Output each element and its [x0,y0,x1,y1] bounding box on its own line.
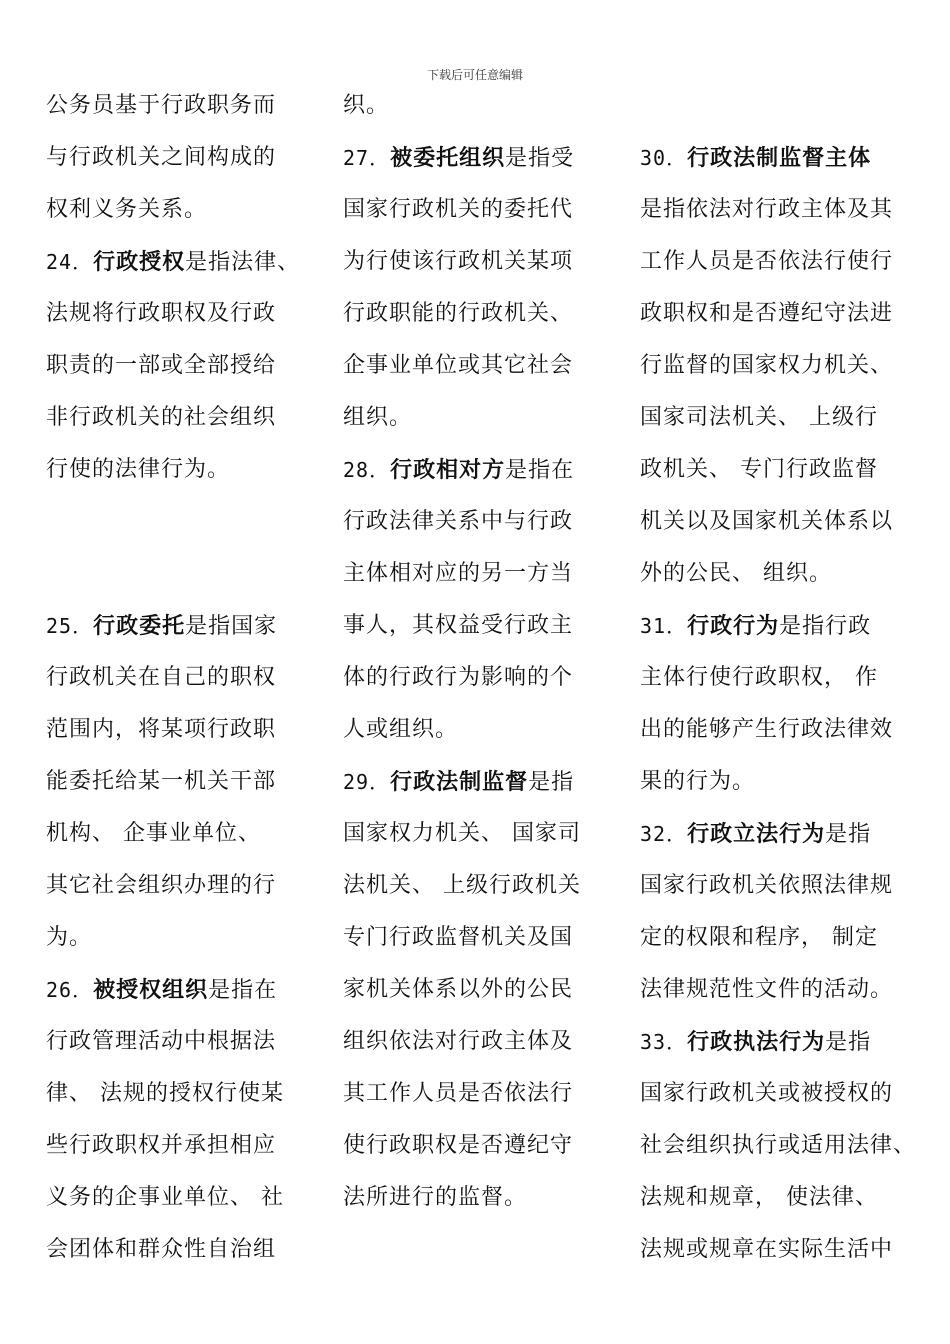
text-line [46,1068,318,1120]
item-number: 25． [46,614,94,638]
text-line [46,132,318,184]
text-segment: 非行政机关的社会组织 [46,405,277,430]
defined-term: 行政委托 [93,613,186,639]
text-line [640,236,912,288]
text-segment: 外的公民、 组织。 [640,561,832,586]
defined-term: 行政相对方 [390,457,506,483]
text-segment: 事人，其权益受行政主 [343,613,574,638]
item-number: 33． [640,1030,688,1054]
text-segment: 与行政机关之间构成的 [46,145,277,170]
text-line [640,444,912,496]
text-segment: 行监督的国家权力机关、 [640,353,894,378]
text-segment: 国家行政机关的委托代 [343,197,574,222]
text-line [640,756,912,808]
text-segment: 工作人员是否依法行使行 [640,249,894,274]
defined-term: 行政法制监督主体 [687,145,872,171]
page-header-note: 下载后可任意编辑 [426,68,523,82]
text-segment: 是指 [825,1030,872,1055]
text-line [640,548,912,600]
text-line [640,392,912,444]
item-number: 32． [640,822,688,846]
text-line [343,132,615,184]
item-number: 24． [46,250,94,274]
text-segment: 专门行政监督机关及国 [343,925,574,950]
text-segment: 是指在 [208,978,278,1003]
defined-term: 行政立法行为 [687,821,826,847]
text-line [343,340,615,392]
text-line [46,444,318,496]
text-line [640,912,912,964]
text-line [46,704,318,756]
text-line [343,964,615,1016]
text-segment: 权利义务关系。 [46,197,208,222]
text-segment: 使行政职权是否遵纪守 [343,1133,574,1158]
text-line [46,860,318,912]
text-line [46,1172,318,1224]
item-number: 26． [46,978,94,1002]
text-line [640,132,912,184]
text-segment: 职责的一部或全部授给 [46,353,277,378]
text-segment: 出的能够产生行政法律效 [640,717,894,742]
text-segment: 为。 [46,925,93,950]
text-segment: 公务员基于行政职务而 [46,93,277,118]
text-segment: 果的行为。 [640,769,756,794]
defined-term: 被授权组织 [93,977,209,1003]
text-line [640,340,912,392]
text-segment: 些行政职权并承担相应 [46,1133,277,1158]
text-segment: 法规将行政职权及行政 [46,301,277,326]
text-line [343,600,615,652]
text-line [640,496,912,548]
text-line [343,704,615,756]
text-line [343,652,615,704]
text-segment: 会团体和群众性自治组 [46,1237,277,1262]
text-line [46,756,318,808]
defined-term: 行政法制监督 [390,769,529,795]
defined-term: 行政授权 [93,249,186,275]
text-segment: 主体相对应的另一方当 [343,561,574,586]
text-line [640,1120,917,1172]
text-line [640,80,912,132]
text-line [46,236,318,288]
text-line [46,548,318,600]
defined-term: 行政执法行为 [687,1029,826,1055]
text-segment: 法律规范性文件的活动。 [640,977,894,1002]
text-line [640,652,912,704]
text-line [640,184,912,236]
text-column-3 [640,80,917,1276]
text-segment: 织。 [343,93,390,118]
text-line [343,1068,615,1120]
text-line [343,288,615,340]
text-segment: 机关以及国家机关体系以 [640,509,894,534]
text-column-2 [343,80,615,1224]
text-segment: 主体行使行政职权， 作 [640,665,878,690]
text-line [343,548,615,600]
text-line [343,756,615,808]
text-line [46,964,318,1016]
text-line [343,496,615,548]
text-segment: 国家权力机关、 国家司 [343,821,581,846]
text-line [46,184,318,236]
text-segment: 是指 [528,770,575,795]
text-segment: 法机关、 上级行政机关 [343,873,581,898]
text-line [46,340,318,392]
text-segment: 其工作人员是否依法行 [343,1081,574,1106]
text-line [46,1120,318,1172]
text-segment: 政职权和是否遵纪守法进 [640,301,894,326]
text-line [343,808,615,860]
text-segment: 其它社会组织办理的行 [46,873,277,898]
text-line [46,1016,318,1068]
item-number: 28． [343,458,391,482]
text-line [343,444,615,496]
text-column-1 [46,80,318,1276]
text-segment: 行政机关在自己的职权 [46,665,277,690]
text-segment: 定的权限和程序， 制定 [640,925,878,950]
text-line [640,600,912,652]
text-segment: 人或组织。 [343,717,459,742]
text-line [640,1224,912,1276]
text-segment: 国家司法机关、 上级行 [640,405,878,430]
text-line [343,1172,615,1224]
text-line [46,392,318,444]
text-line [343,860,615,912]
text-line [343,80,615,132]
text-segment: 能委托给某一机关干部 [46,769,277,794]
text-segment: 国家行政机关依照法律规 [640,873,894,898]
text-segment: 是指在 [505,458,575,483]
text-segment: 体的行政行为影响的个 [343,665,574,690]
text-line [640,1016,912,1068]
text-line [343,1016,615,1068]
text-segment: 家机关体系以外的公民 [343,977,574,1002]
text-line [46,496,318,548]
text-segment: 律、 法规的授权行使某 [46,1081,284,1106]
text-line [640,288,912,340]
text-line [46,808,318,860]
text-segment: 行政管理活动中根据法 [46,1029,277,1054]
text-line [46,1224,318,1276]
text-segment: 组织依法对行政主体及 [343,1029,574,1054]
text-segment: 行使的法律行为。 [46,457,231,482]
text-segment: 行政职能的行政机关、 [343,301,574,326]
text-line [343,236,615,288]
text-segment: 法规或规章在实际生活中 [640,1237,894,1262]
text-line [46,652,318,704]
text-line [640,860,912,912]
text-segment: 社会组织执行或适用法律、 [640,1133,917,1158]
defined-term: 被委托组织 [390,145,506,171]
text-segment: 企事业单位或其它社会 [343,353,574,378]
defined-term: 行政行为 [687,613,780,639]
text-line [343,184,615,236]
text-segment: 政机关、 专门行政监督 [640,457,878,482]
text-line [640,704,912,756]
text-line [46,912,318,964]
text-segment: 是指国家 [185,614,278,639]
text-line [640,1068,912,1120]
text-segment: 是指受 [505,146,575,171]
text-segment: 国家行政机关或被授权的 [640,1081,894,1106]
text-segment: 是指法律、 [185,250,301,275]
item-number: 30． [640,146,688,170]
text-segment: 范围内，将某项行政职 [46,717,277,742]
text-line [640,808,912,860]
text-segment: 义务的企事业单位、 社 [46,1185,284,1210]
text-segment: 为行使该行政机关某项 [343,249,574,274]
text-line [343,392,615,444]
text-segment: 法所进行的监督。 [343,1185,528,1210]
text-segment: 行政法律关系中与行政 [343,509,574,534]
text-line [640,1172,912,1224]
text-segment: 是指 [825,822,872,847]
text-line [46,288,318,340]
text-segment: 是指行政 [779,614,872,639]
text-line [343,912,615,964]
text-segment: 法规和规章， 使法律、 [640,1185,878,1210]
item-number: 29． [343,770,391,794]
text-line [343,1120,615,1172]
item-number: 31． [640,614,688,638]
item-number: 27． [343,146,391,170]
text-line [46,80,318,132]
text-segment: 是指依法对行政主体及其 [640,197,894,222]
text-line [46,600,318,652]
text-segment: 机构、 企事业单位、 [46,821,261,846]
text-segment: 组织。 [343,405,413,430]
text-line [640,964,912,1016]
